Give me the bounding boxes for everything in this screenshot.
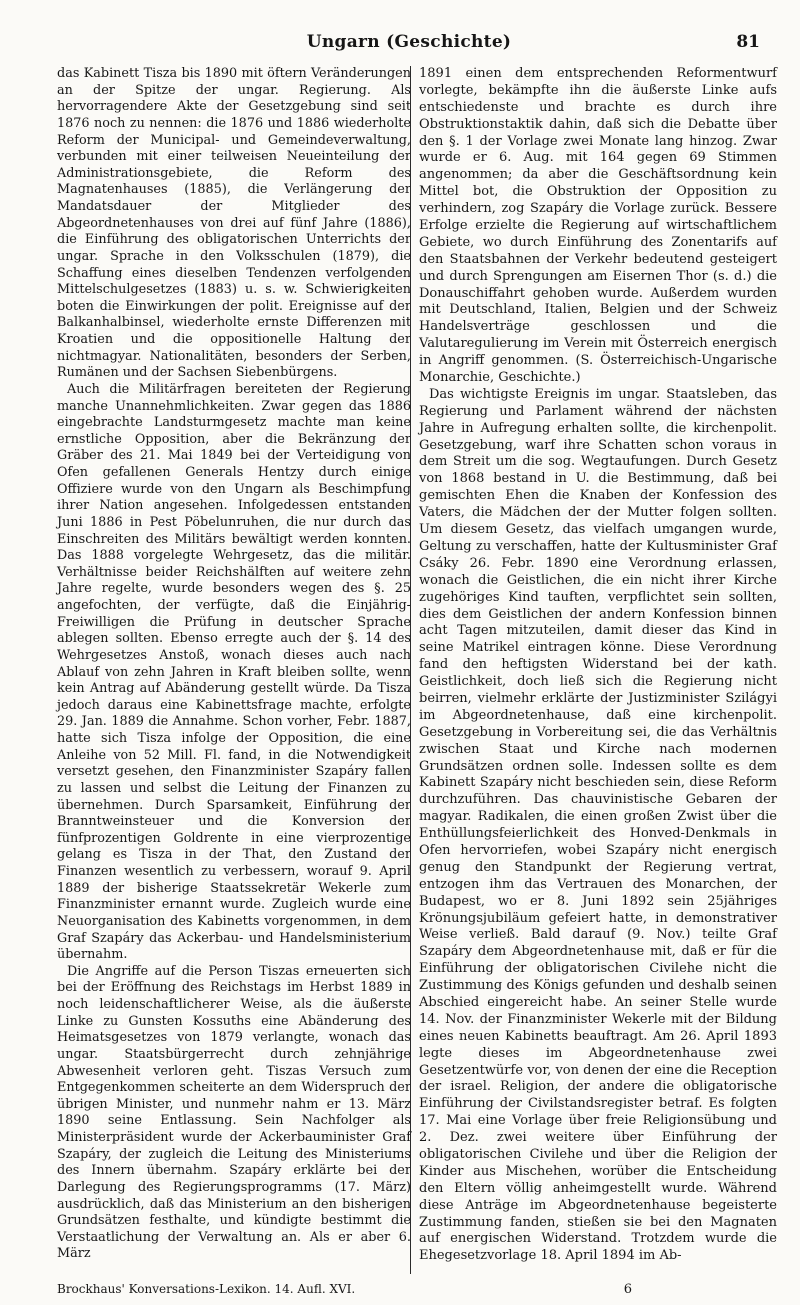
page-title: Ungarn (Geschichte) (306, 32, 512, 52)
page-footer (57, 1282, 760, 1298)
source-line: Brockhaus' Konversations-Lexikon. 14. Aufl. XVI. (57, 1282, 356, 1296)
left-column (57, 66, 411, 1263)
paragraph: Auch die Militärfragen bereiteten der Regierung manche Unannehmlichkeiten. Zwar gegen das 1886 eingebrachte Landsturmgesetz machte man keine ernstliche Opposition, aber die Bekränzung der Gräber des 21. Mai 1849 bei der Verteidigung von Ofen gefallenen Generals Hentzy durch einige Offiziere wurde von den Ungarn als Beschimpfung ihrer Nation angesehen. Infolgedessen entstanden Juni 1886 in Pest Pöbelunruhen, die nur durch das Einschreiten des Militärs bewältigt werden konnten. Das 1888 vorgelegte Wehrgesetz, das die militär. Verhältnisse beider Reichshälften auf weitere zehn Jahre regelte, wurde besonders wegen des §. 25 angefochten, der verfügte, daß die Einjährig-Freiwilligen die Prüfung in deutscher Sprache ablegen sollten. Ebenso erregte auch der §. 14 des Wehrgesetzes Anstoß, wonach dieses auch nach Ablauf von zehn Jahren in Kraft bleiben sollte, wenn kein Antrag auf Abänderung gestellt würde. Da Tisza jedoch daraus eine Kabinettsfrage machte, erfolgte 29. Jan. 1889 die Annahme. Schon vorher, Febr. 1887, hatte sich Tisza infolge der Opposition, die eine Anleihe von 52 Mill. Fl. fand, in die Notwendigkeit versetzt gesehen, den Finanzminister Szapáry fallen zu lassen und selbst die Leitung der Finanzen zu übernehmen. Durch Sparsamkeit, Einführung der Branntweinsteuer und die Konversion der fünfprozentigen Goldrente in eine vierprozentige gelang es Tisza in der That, den Zustand der Finanzen wesentlich zu verbessern, worauf 9. April 1889 der bisherige Staatssekretär Wekerle zum Finanzminister ernannt wurde. Zugleich wurde eine Neuorganisation des Kabinetts vorgenommen, in dem Graf Szapáry das Ackerbau- und Handelsministerium übernahm. (57, 381, 411, 963)
paragraph: Die Angriffe auf die Person Tiszas erneuerten sich bei der Eröffnung des Reichstags im Herbst 1889 in noch leidenschaftlicherer Weise, als die äußerste Linke zu Gunsten Kossuths eine Abänderung des Heimatsgesetzes von 1879 verlangte, wonach das ungar. Staatsbürgerrecht durch zehnjährige Abwesenheit verloren geht. Tiszas Versuch zum Entgegenkommen scheiterte an dem Widerspruch der übrigen Minister, und nunmehr nahm er 13. März 1890 seine Entlassung. Sein Nachfolger als Ministerpräsident wurde der Ackerbauminister Graf Szapáry, der zugleich die Leitung des Ministeriums des Innern übernahm. Szapáry erklärte bei der Darlegung des Regierungsprogramms (17. März) ausdrücklich, daß das Ministerium an den bisherigen Grundsätzen festhalte, und kündigte bestimmt die Verstaatlichung der Verwaltung an. Als er aber 6. März (57, 963, 411, 1262)
page-number: 81 (736, 32, 760, 52)
sheet-signature: 6 (623, 1282, 632, 1297)
column-divider (410, 66, 411, 1274)
paragraph: das Kabinett Tisza bis 1890 mit öftern Veränderungen an der Spitze der ungar. Regierung. Als hervorragendere Akte der Gesetzgebung sind seit 1876 noch zu nennen: die 1876 und 1886 wiederholte Reform der Municipal- und Gemeindeverwaltung, verbunden mit einer teilweisen Neueinteilung der Administrationsgebiete, die Reform des Magnatenhauses (1885), die Verlängerung der Mandatsdauer der Mitglieder des Abgeordnetenhauses von drei auf fünf Jahre (1886), die Einführung des obligatorischen Unterrichts der ungar. Sprache in den Volksschulen (1879), die Schaffung eines dieselben Tendenzen verfolgenden Mittelschulgesetzes (1883) u. s. w. Schwierigkeiten boten die Einwirkungen der polit. Ereignisse auf der Balkanhalbinsel, wiederholte ernste Differenzen mit Kroatien und die oppositionelle Haltung der nichtmagyar. Nationalitäten, besonders der Serben, Rumänen und der Sachsen Siebenbürgens. (57, 66, 411, 381)
paragraph: Das wichtigste Ereignis im ungar. Staatsleben, das Regierung und Parlament während der nächsten Jahre in Aufregung erhalten sollte, die kirchenpolit. Gesetzgebung, warf ihre Schatten schon voraus in dem Streit um die sog. Wegtaufungen. Durch Gesetz von 1868 bestand in U. die Bestimmung, daß bei gemischten Ehen die Knaben der Konfession des Vaters, die Mädchen der der Mutter folgen sollten. Um diesem Gesetz, das vielfach umgangen wurde, Geltung zu verschaffen, hatte der Kultusminister Graf Csáky 26. Febr. 1890 eine Verordnung erlassen, wonach die Geistlichen, die ein nicht ihrer Kirche zugehöriges Kind tauften, verpflichtet sein sollten, dies dem Geistlichen der andern Konfession binnen acht Tagen mitzuteilen, damit dieser das Kind in seine Matrikel eintragen könne. Diese Verordnung fand den heftigsten Widerstand bei der kath. Geistlichkeit, doch ließ sich die Regierung nicht beirren, vielmehr erklärte der Justizminister Szilágyi im Abgeordnetenhause, daß eine kirchenpolit. Gesetzgebung in Vorbereitung sei, die das Verhältnis zwischen Staat und Kirche nach modernen Grundsätzen ordnen solle. Indessen sollte es dem Kabinett Szapáry nicht beschieden sein, diese Reform durchzuführen. Das chauvinistische Gebaren der magyar. Radikalen, die einen großen Zwist über die Enthüllungsfeierlichkeit des Honved-Denkmals in Ofen hervorriefen, wobei Szapáry nicht energisch genug den Standpunkt der Regierung vertrat, entzogen ihm das Vertrauen des Monarchen, der Budapest, wo er 8. Juni 1892 sein 25jähriges Krönungsjubiläum gefeiert hatte, in demonstrativer Weise verließ. Bald darauf (9. Nov.) teilte Graf Szapáry dem Abgeordnetenhause mit, daß er für die Einführung der obligatorischen Civilehe nicht die Zustimmung des Königs gefunden und deshalb seinen Abschied eingereicht habe. An seiner Stelle wurde 14. Nov. der Finanzminister Wekerle mit der Bildung eines neuen Kabinetts beauftragt. Am 26. April 1893 legte dieses im Abgeordnetenhause zwei Gesetzentwürfe vor, von denen der eine die Reception der israel. Religion, der andere die obligatorische Einführung der Civilstandsregister betraf. Es folgten 17. Mai eine Vorlage über freie Religionsübung und 2. Dez. zwei weitere über Einführung der obligatorischen Civilehe und über die Religion der Kinder aus Mischehen, worüber die Entscheidung den Eltern völlig anheimgestellt wurde. Während diese Anträge im Abgeordnetenhause begeisterte Zustimmung fanden, stießen sie bei den Magnaten auf energischen Widerstand. Trotzdem wurde die Ehegesetzvorlage 18. April 1894 im Ab- (419, 386, 777, 1264)
running-header (58, 32, 760, 56)
paragraph: 1891 einen dem entsprechenden Reformentwurf vorlegte, bekämpfte ihn die äußerste Linke aufs entschiedenste und brachte es durch ihre Obstruktionstaktik dahin, daß sich die Debatte über den §. 1 der Vorlage zwei Monate lang hinzog. Zwar wurde er 6. Aug. mit 164 gegen 69 Stimmen angenommen; da aber die Geschäftsordnung kein Mittel bot, die Obstruktion der Opposition zu verhindern, zog Szapáry die Vorlage zurück. Bessere Erfolge erzielte die Regierung auf wirtschaftlichem Gebiete, wo durch Einführung des Zonentarifs auf den Staatsbahnen der Verkehr bedeutend gesteigert und durch Sprengungen am Eisernen Thor (s. d.) die Donauschiffahrt gehoben wurde. Außerdem wurden mit Deutschland, Italien, Belgien und der Schweiz Handelsverträge geschlossen und die Valutaregulierung im Verein mit Österreich energisch in Angriff genommen. (S. Österreichisch-Ungarische Monarchie, Geschichte.) (419, 66, 777, 386)
right-column (419, 66, 777, 1265)
